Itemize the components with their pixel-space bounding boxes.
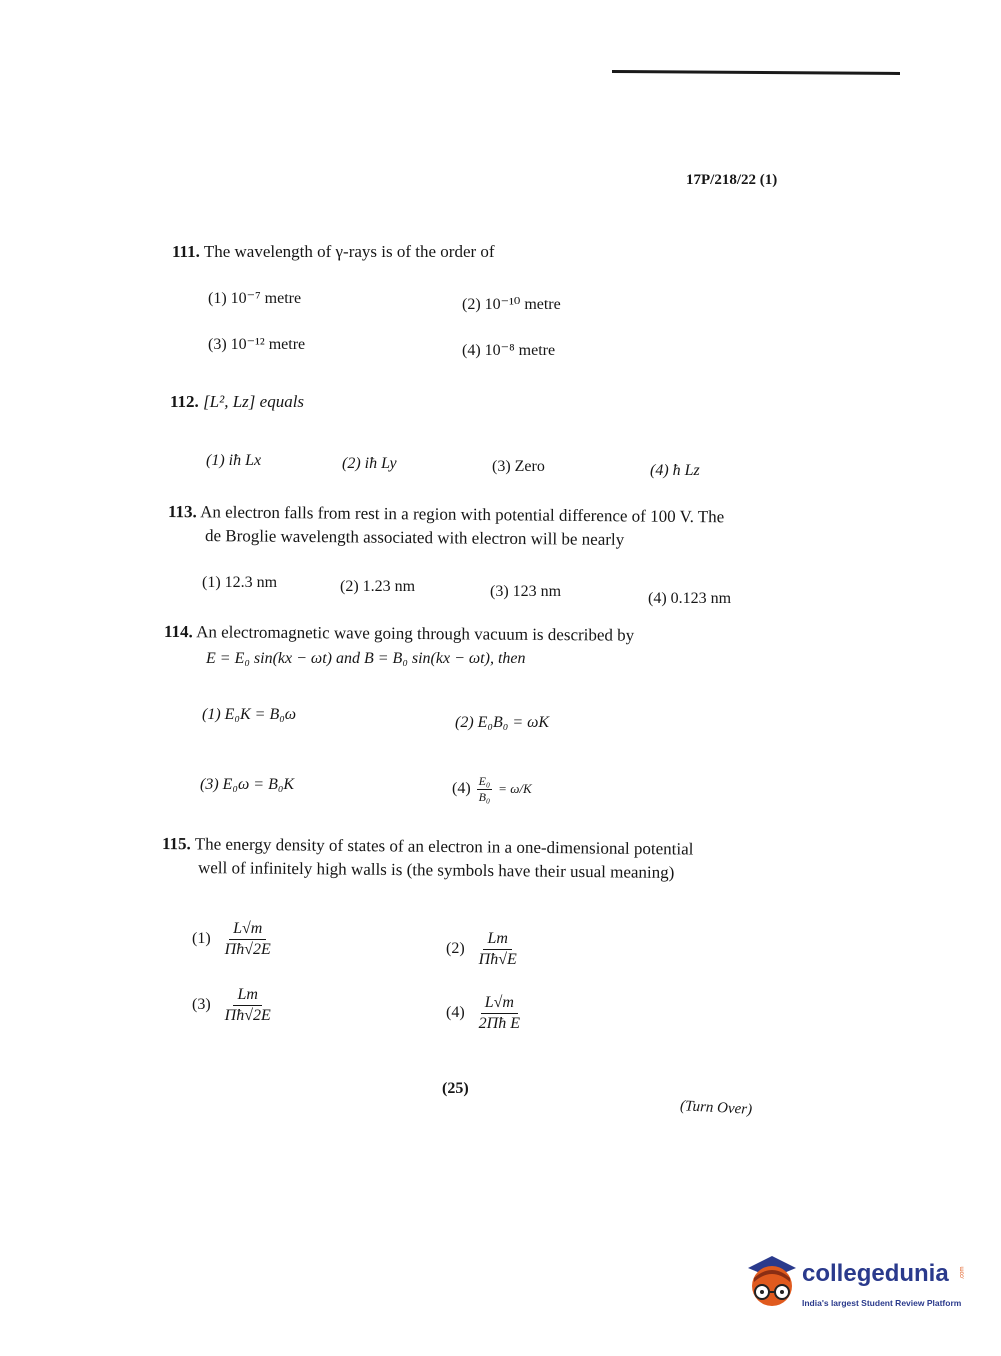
option-label: (3): [192, 996, 211, 1014]
option-114-3: (3) E₀ω = B₀K: [200, 776, 295, 793]
option-115-2: [446, 930, 521, 969]
fraction: [221, 920, 275, 959]
option-113-4: (4) 0.123 nm: [648, 590, 732, 607]
question-114-line2: E = E₀ sin(kx − ωt) and B = B₀ sin(kx − ωt), then: [206, 650, 526, 667]
question-text: The wavelength of γ-rays is of the order of: [203, 242, 495, 261]
option-114-1: (1) E₀K = B₀ω: [202, 706, 297, 723]
question-number: 111.: [172, 242, 200, 261]
question-text-line1: An electromagnetic wave going through vacuum is described by: [196, 622, 635, 645]
question-number: 114.: [163, 622, 193, 642]
fraction: [475, 994, 524, 1033]
option-115-4: [446, 994, 524, 1033]
logo-brand: collegedunia: [802, 1260, 949, 1287]
option-label: (2): [446, 940, 465, 958]
option-113-1: (1) 12.3 nm: [202, 574, 278, 591]
turn-over: (Turn Over): [679, 1098, 753, 1118]
question-113: [168, 502, 724, 527]
option-113-2: (2) 1.23 nm: [340, 578, 416, 595]
option-111-1: (1) 10⁻⁷ metre: [208, 290, 302, 307]
option-111-4: (4) 10⁻⁸ metre: [462, 342, 556, 359]
paper-code: 17P/218/22 (1): [686, 172, 778, 188]
mascot-icon: [742, 1248, 800, 1318]
option-115-3: [192, 986, 275, 1025]
option-111-2: (2) 10⁻¹⁰ metre: [462, 296, 561, 313]
fraction: [475, 930, 521, 969]
fraction-numerator: L√m: [229, 920, 266, 940]
logo-suffix: .com: [959, 1266, 966, 1280]
fraction-numerator: Lm: [483, 930, 511, 950]
question-text-line1: The energy density of states of an electron in a one-dimensional potential: [194, 834, 694, 859]
fraction-numerator: Lm: [233, 986, 261, 1006]
question-115: [162, 834, 694, 860]
question-number: 112.: [170, 392, 199, 411]
fraction-denominator: 2Πħ E: [478, 1015, 520, 1032]
option-111-3: (3) 10⁻¹² metre: [208, 336, 306, 353]
question-text-line1: An electron falls from rest in a region with potential difference of 100 V. The: [200, 502, 725, 527]
logo-tagline: India's largest Student Review Platform: [802, 1298, 962, 1308]
option-label: (4): [446, 1004, 465, 1022]
option-113-3: (3) 123 nm: [490, 583, 562, 600]
header-rule: [612, 70, 900, 75]
option-label: (4): [452, 780, 471, 798]
question-111: [172, 242, 495, 262]
question-114: [164, 622, 634, 646]
question-115-line2: well of infinitely high walls is (the symbols have their usual meaning): [197, 858, 675, 882]
fraction-denominator: B₀: [478, 790, 491, 804]
question-113-line2: de Broglie wavelength associated with electron will be nearly: [204, 526, 625, 550]
option-114-2: (2) E₀B₀ = ωK: [455, 714, 550, 731]
fraction-denominator: Πħ√E: [478, 951, 517, 968]
option-label: (1): [192, 930, 211, 948]
fraction-denominator: Πħ√2E: [224, 1007, 271, 1024]
option-112-1: (1) iħ Lx: [206, 452, 262, 469]
page-number: (25): [442, 1080, 469, 1097]
question-number: 115.: [161, 834, 191, 854]
question-112: [170, 392, 304, 412]
option-112-3: (3) Zero: [492, 458, 545, 475]
option-112-2: (2) iħ Ly: [342, 455, 397, 472]
fraction-numerator: L√m: [481, 994, 518, 1014]
fraction: [221, 986, 275, 1025]
collegedunia-logo: [742, 1248, 972, 1318]
option-112-4: (4) ħ Lz: [650, 462, 700, 479]
question-number: 113.: [167, 502, 197, 522]
option-rest: = ω/K: [498, 781, 532, 797]
option-114-4: [452, 774, 532, 805]
question-text: [L², Lz] equals: [203, 392, 305, 411]
fraction: [477, 774, 493, 805]
fraction-denominator: Πħ√2E: [224, 941, 271, 958]
option-115-1: [192, 920, 275, 959]
fraction-numerator: E₀: [478, 774, 491, 788]
